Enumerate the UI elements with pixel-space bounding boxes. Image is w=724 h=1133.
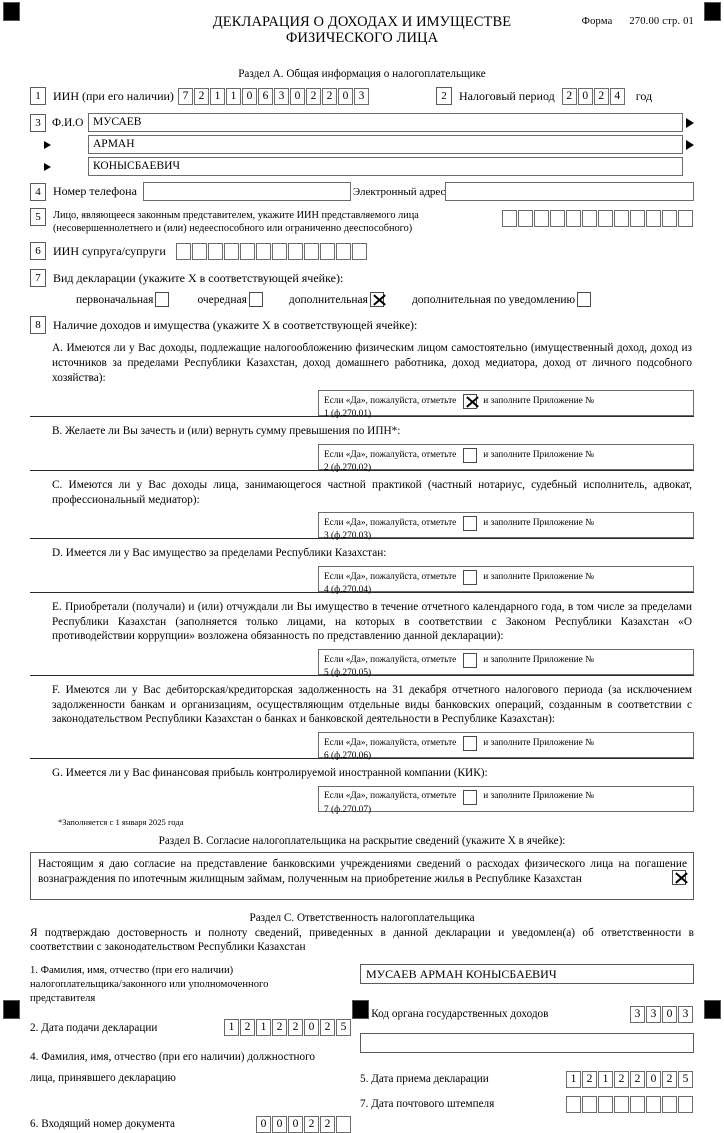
checkbox-question-g[interactable] bbox=[463, 790, 477, 805]
spouse-iin-input[interactable] bbox=[176, 243, 368, 260]
submission-date-input[interactable] bbox=[224, 1019, 352, 1036]
question-f-text: F. Имеются ли у Вас дебиторская/кредиторская задолженность на 31 декабря отчетного налогового периода (за исключением задолженности банкам и организациям, осуществляющим отдельные виды банковских операций, созданным в соответствии с законодательством Республики Казахстан о банках и банковской деятельности в Республике Казахстан): bbox=[52, 684, 692, 726]
consent-block[interactable] bbox=[30, 852, 694, 900]
incoming-number-label: 6. Входящий номер документа bbox=[30, 1117, 175, 1130]
acceptance-date-digit[interactable]: 2 bbox=[662, 1071, 677, 1088]
official-name-label-line2: лица, принявшего декларацию bbox=[30, 1071, 176, 1084]
phone-label: Номер телефона bbox=[53, 184, 137, 198]
question-e-answer bbox=[30, 649, 694, 679]
answer-line-e bbox=[324, 653, 689, 668]
representative-iin-digit[interactable] bbox=[502, 210, 517, 227]
answer-box-g[interactable] bbox=[318, 786, 694, 815]
declaration-type-option-additional-notice[interactable] bbox=[412, 292, 593, 307]
row-declaration-type bbox=[30, 269, 694, 307]
acceptance-date-digit[interactable]: 0 bbox=[646, 1071, 661, 1088]
iin-digit[interactable]: 3 bbox=[274, 88, 289, 105]
email-label: Электронный адрес bbox=[352, 185, 446, 198]
answer-box-d[interactable] bbox=[318, 566, 694, 596]
surname-input[interactable]: МУСАЕВ bbox=[88, 113, 683, 132]
question-g-answer bbox=[30, 786, 694, 815]
registration-mark-top-right bbox=[704, 2, 721, 21]
submission-date-digit[interactable]: 2 bbox=[240, 1019, 255, 1036]
iin-digit[interactable]: 6 bbox=[258, 88, 273, 105]
answer-prefix: Если «Да», пожалуйста, отметьте bbox=[324, 654, 457, 665]
arrow-right-icon bbox=[686, 118, 694, 128]
iin-digit[interactable]: 1 bbox=[226, 88, 241, 105]
section-b-heading: Раздел В. Согласие налогоплательщика на раскрытие сведений (укажите Х в ячейке): bbox=[158, 834, 566, 847]
checkbox-question-a[interactable] bbox=[463, 394, 477, 409]
spouse-iin-digit[interactable] bbox=[304, 243, 319, 260]
page-title-line2: ФИЗИЧЕСКОГО ЛИЦА bbox=[285, 30, 439, 47]
arrow-right-icon bbox=[44, 141, 51, 149]
tax-authority-code-label: 3. Код органа государственных доходов bbox=[360, 1008, 549, 1021]
declaration-type-option-regular[interactable] bbox=[197, 292, 264, 307]
fio-label: Ф.И.О bbox=[52, 116, 84, 129]
option-label: первоначальная bbox=[76, 293, 154, 306]
declaration-type-option-additional[interactable] bbox=[289, 292, 386, 307]
form-code bbox=[582, 16, 694, 27]
fio-row-patronymic bbox=[30, 157, 694, 176]
acceptance-date-digit[interactable]: 2 bbox=[614, 1071, 629, 1088]
checkbox-consent[interactable] bbox=[672, 870, 686, 885]
representative-iin-digit[interactable] bbox=[534, 210, 549, 227]
tax-period-digit[interactable]: 2 bbox=[562, 88, 577, 105]
section-a-footnote: *Заполняется с 1 января 2025 года bbox=[58, 816, 184, 827]
checkbox-additional[interactable] bbox=[370, 292, 384, 307]
row-submission-date bbox=[30, 1019, 352, 1036]
spouse-iin-digit[interactable] bbox=[288, 243, 303, 260]
checkbox-question-e[interactable] bbox=[463, 653, 477, 668]
spouse-iin-digit[interactable] bbox=[176, 243, 191, 260]
acceptance-date-input[interactable] bbox=[566, 1071, 694, 1088]
representative-iin-digit[interactable] bbox=[662, 210, 677, 227]
question-a-answer bbox=[30, 390, 694, 420]
section-c-statement: Я подтверждаю достоверность и полноту сведений, приведенных в данной декларации и уведомлен(а) об ответственности в соответствии с законодательством Республики Казахстан bbox=[30, 926, 694, 954]
submission-date-digit[interactable]: 2 bbox=[288, 1019, 303, 1036]
arrow-right-icon bbox=[686, 140, 694, 150]
answer-prefix: Если «Да», пожалуйста, отметьте bbox=[324, 737, 457, 748]
row-phone-email bbox=[30, 182, 694, 201]
row-iin-and-period bbox=[30, 85, 694, 107]
option-label: дополнительная bbox=[288, 293, 368, 306]
incoming-number-digit[interactable]: 0 bbox=[288, 1116, 303, 1133]
question-c-answer bbox=[30, 512, 694, 542]
representative-iin-digit[interactable] bbox=[598, 210, 613, 227]
form-code-value: 270.00 стр. 01 bbox=[629, 16, 694, 27]
representative-iin-digit[interactable] bbox=[550, 210, 565, 227]
incoming-number-digit[interactable]: 2 bbox=[320, 1116, 335, 1133]
tax-authority-code-digit[interactable]: 3 bbox=[646, 1006, 661, 1023]
section-c-right-column bbox=[360, 964, 694, 1132]
item-number-7: 7 bbox=[30, 269, 46, 287]
taxpayer-name-label bbox=[30, 964, 352, 1005]
submission-date-digit[interactable]: 2 bbox=[272, 1019, 287, 1036]
declaration-type-header bbox=[30, 269, 694, 287]
acceptance-date-digit[interactable]: 1 bbox=[598, 1071, 613, 1088]
postal-stamp-date-label: 7. Дата почтового штемпеля bbox=[360, 1098, 495, 1111]
answer-suffix: и заполните Приложение № bbox=[483, 791, 594, 802]
answer-line-f bbox=[324, 736, 689, 751]
appendix-c: 3 (ф.270.03) bbox=[324, 531, 372, 542]
consent-text: Настоящим я даю согласие на представление банковскими учреждениями сведений о расходах физического лица на погашение вознаграждения по ипотечным жилищным займам, полученным на приобретение жилья в Республике Казахстан bbox=[38, 857, 687, 885]
appendix-f: 6 (ф.270.06) bbox=[324, 751, 372, 762]
representative-iin-digit[interactable] bbox=[630, 210, 645, 227]
question-d bbox=[30, 546, 694, 596]
item-number-2: 2 bbox=[436, 87, 452, 105]
checkbox-question-c[interactable] bbox=[463, 516, 477, 531]
incoming-number-digit[interactable] bbox=[336, 1116, 351, 1133]
question-e-text: E. Приобретали (получали) и (или) отчуждали ли Вы имущество в течение отчетного календарного года, в том числе за пределами Республики Казахстан (заполняется только лицами, на которых в соответствии с Законом Республики Казахстан «О противодействии коррупции» возложена обязанность по представлению данной декларации): bbox=[52, 601, 692, 643]
income-property-label: Наличие доходов и имущества (укажите Х в соответствующей ячейке): bbox=[53, 317, 418, 332]
answer-suffix: и заполните Приложение № bbox=[483, 517, 594, 528]
iin-digit[interactable]: 3 bbox=[354, 88, 369, 105]
official-name-label bbox=[30, 1050, 352, 1085]
postal-stamp-date-digit[interactable] bbox=[614, 1096, 629, 1113]
question-b-answer bbox=[30, 444, 694, 474]
checkbox-additional-notice[interactable] bbox=[577, 292, 591, 307]
section-c-heading: Раздел С. Ответственность налогоплательщика bbox=[249, 911, 475, 924]
tax-period-suffix: год bbox=[635, 88, 653, 103]
representative-label-line1: Лицо, являющееся законным представителем, укажите ИИН представляемого лица bbox=[53, 210, 419, 221]
question-b bbox=[30, 424, 694, 474]
postal-stamp-date-digit[interactable] bbox=[662, 1096, 677, 1113]
iin-label: ИИН (при его наличии) bbox=[53, 88, 174, 103]
arrow-right-icon bbox=[44, 163, 51, 171]
question-a-text: A. Имеются ли у Вас доходы, подлежащие налогообложению физическим лицом самостоятельно (имущественный доход, доход из источников за пределами Республики Казахстан, доход домашнего работника, доход медиатора, доход от личного подсобного хозяйства): bbox=[52, 342, 692, 384]
taxpayer-name-input[interactable]: МУСАЕВ АРМАН КОНЫСБАЕВИЧ bbox=[360, 964, 694, 984]
tax-authority-code-digit[interactable]: 0 bbox=[662, 1006, 677, 1023]
incoming-number-digit[interactable]: 0 bbox=[256, 1116, 271, 1133]
option-label: дополнительная по уведомлению bbox=[411, 293, 576, 306]
acceptance-date-digit[interactable]: 5 bbox=[678, 1071, 693, 1088]
answer-prefix: Если «Да», пожалуйста, отметьте bbox=[324, 449, 457, 460]
fio-row-surname bbox=[30, 113, 694, 132]
submission-date-digit[interactable]: 1 bbox=[224, 1019, 239, 1036]
spouse-iin-digit[interactable] bbox=[320, 243, 335, 260]
fio-lead bbox=[30, 114, 88, 132]
spouse-iin-digit[interactable] bbox=[192, 243, 207, 260]
submission-date-digit[interactable]: 1 bbox=[256, 1019, 271, 1036]
iin-digit[interactable]: 2 bbox=[194, 88, 209, 105]
appendix-e: 5 (ф.270.05) bbox=[324, 668, 372, 679]
official-name-label-line1: 4. Фамилия, имя, отчество (при его наличии) должностного bbox=[30, 1051, 315, 1064]
iin-input[interactable] bbox=[178, 88, 370, 105]
answer-box-c[interactable] bbox=[318, 512, 694, 542]
answer-line-c bbox=[324, 516, 689, 531]
declaration-type-options bbox=[30, 292, 694, 307]
tax-period-label: Налоговый период bbox=[458, 88, 555, 103]
form-header bbox=[30, 12, 694, 58]
appendix-g: 7 (ф.270.07) bbox=[324, 804, 372, 815]
acceptance-date-digit[interactable]: 2 bbox=[630, 1071, 645, 1088]
appendix-a: 1 (ф.270.01) bbox=[324, 409, 372, 420]
section-c-grid bbox=[30, 964, 694, 1132]
spouse-iin-digit[interactable] bbox=[240, 243, 255, 260]
checkbox-question-d[interactable] bbox=[463, 570, 477, 585]
checkbox-question-b[interactable] bbox=[463, 448, 477, 463]
row-acceptance-date bbox=[360, 1071, 694, 1088]
question-d-text: D. Имеется ли у Вас имущество за пределами Республики Казахстан: bbox=[52, 547, 387, 560]
question-g-text: G. Имеется ли у Вас финансовая прибыль контролируемой иностранной компании (КИК): bbox=[52, 767, 488, 780]
iin-digit[interactable]: 0 bbox=[290, 88, 305, 105]
representative-iin-digit[interactable] bbox=[518, 210, 533, 227]
item-number-8: 8 bbox=[30, 316, 46, 334]
answer-box-b[interactable] bbox=[318, 444, 694, 474]
spouse-iin-digit[interactable] bbox=[352, 243, 367, 260]
representative-label bbox=[53, 208, 502, 235]
fio-lead-spacer bbox=[30, 163, 88, 171]
representative-iin-digit[interactable] bbox=[646, 210, 661, 227]
tax-authority-code-input[interactable] bbox=[630, 1006, 694, 1023]
spouse-iin-digit[interactable] bbox=[336, 243, 351, 260]
answer-suffix: и заполните Приложение № bbox=[483, 449, 594, 460]
answer-suffix: и заполните Приложение № bbox=[483, 654, 594, 665]
form-code-label: Форма bbox=[581, 16, 613, 27]
question-b-text: B. Желаете ли Вы зачесть и (или) вернуть сумму превышения по ИПН*: bbox=[52, 425, 401, 438]
question-g bbox=[30, 766, 694, 815]
tax-authority-code-digit[interactable]: 3 bbox=[630, 1006, 645, 1023]
representative-iin-digit[interactable] bbox=[566, 210, 581, 227]
patronymic-input[interactable]: КОНЫСБАЕВИЧ bbox=[88, 157, 683, 176]
email-input[interactable] bbox=[445, 182, 694, 201]
incoming-number-digit[interactable]: 2 bbox=[304, 1116, 319, 1133]
question-c-text: C. Имеются ли у Вас доходы лица, занимающегося частной практикой (частный нотариус, судебный исполнитель, адвокат, профессиональный медиатор): bbox=[52, 479, 692, 506]
spouse-iin-digit[interactable] bbox=[208, 243, 223, 260]
official-name-input[interactable] bbox=[360, 1033, 694, 1053]
answer-prefix: Если «Да», пожалуйста, отметьте bbox=[324, 791, 457, 802]
postal-stamp-date-input[interactable] bbox=[566, 1096, 694, 1113]
item-number-5: 5 bbox=[30, 208, 46, 226]
declaration-type-option-initial[interactable] bbox=[76, 292, 171, 307]
section-c-left-column bbox=[30, 964, 360, 1132]
iin-digit[interactable]: 2 bbox=[322, 88, 337, 105]
row-postal-stamp-date bbox=[360, 1096, 694, 1113]
question-f bbox=[30, 683, 694, 762]
postal-stamp-date-digit[interactable] bbox=[566, 1096, 581, 1113]
question-d-answer bbox=[30, 566, 694, 596]
representative-iin-digit[interactable] bbox=[614, 210, 629, 227]
answer-line-g bbox=[324, 790, 689, 805]
spouse-iin-digit[interactable] bbox=[256, 243, 271, 260]
checkbox-question-f[interactable] bbox=[463, 736, 477, 751]
postal-stamp-date-digit[interactable] bbox=[630, 1096, 645, 1113]
registration-mark-top-left bbox=[3, 2, 20, 21]
taxpayer-name-label-line2: налогоплательщика/законного или уполномоченного bbox=[30, 978, 269, 990]
item-number-3: 3 bbox=[30, 114, 46, 132]
representative-iin-digit[interactable] bbox=[678, 210, 693, 227]
acceptance-date-digit[interactable]: 2 bbox=[582, 1071, 597, 1088]
submission-date-digit[interactable]: 2 bbox=[320, 1019, 335, 1036]
appendix-d: 4 (ф.270.04) bbox=[324, 585, 372, 596]
spouse-iin-digit[interactable] bbox=[272, 243, 287, 260]
item-number-6: 6 bbox=[30, 242, 46, 260]
representative-label-line2: (несовершеннолетнего и (или) недееспособного или ограниченно дееспособного) bbox=[53, 223, 413, 235]
tax-period-digit[interactable]: 0 bbox=[578, 88, 593, 105]
question-e bbox=[30, 600, 694, 679]
answer-suffix: и заполните Приложение № bbox=[483, 395, 594, 406]
answer-prefix: Если «Да», пожалуйста, отметьте bbox=[324, 571, 457, 582]
row-tax-authority-code bbox=[360, 1006, 694, 1023]
answer-suffix: и заполните Приложение № bbox=[483, 737, 594, 748]
postal-stamp-date-digit[interactable] bbox=[582, 1096, 597, 1113]
representative-iin-digit[interactable] bbox=[582, 210, 597, 227]
fio-row-firstname bbox=[30, 135, 694, 154]
iin-digit[interactable]: 2 bbox=[306, 88, 321, 105]
answer-line-b bbox=[324, 448, 689, 463]
firstname-input[interactable]: АРМАН bbox=[88, 135, 683, 154]
iin-digit[interactable]: 0 bbox=[242, 88, 257, 105]
postal-stamp-date-digit[interactable] bbox=[598, 1096, 613, 1113]
income-property-header bbox=[30, 316, 694, 334]
taxpayer-name-label-line3: представителя bbox=[30, 992, 96, 1004]
answer-prefix: Если «Да», пожалуйста, отметьте bbox=[324, 395, 457, 406]
answer-prefix: Если «Да», пожалуйста, отметьте bbox=[324, 517, 457, 528]
form-sheet bbox=[30, 12, 694, 1133]
question-f-answer bbox=[30, 732, 694, 762]
tax-period-digit[interactable]: 2 bbox=[594, 88, 609, 105]
submission-date-digit[interactable]: 0 bbox=[304, 1019, 319, 1036]
iin-digit[interactable]: 0 bbox=[338, 88, 353, 105]
row-spouse-iin bbox=[30, 242, 694, 260]
row-representative-iin bbox=[30, 208, 694, 235]
checkbox-initial[interactable] bbox=[155, 292, 169, 307]
iin-digit[interactable]: 1 bbox=[210, 88, 225, 105]
answer-box-f[interactable] bbox=[318, 732, 694, 762]
acceptance-date-digit[interactable]: 1 bbox=[566, 1071, 581, 1088]
tax-period-digit[interactable]: 4 bbox=[610, 88, 625, 105]
incoming-number-input[interactable] bbox=[256, 1116, 352, 1133]
answer-suffix: и заполните Приложение № bbox=[483, 571, 594, 582]
appendix-b: 2 (ф.270.02) bbox=[324, 463, 372, 474]
spouse-iin-digit[interactable] bbox=[224, 243, 239, 260]
option-label: очередная bbox=[197, 293, 247, 306]
phone-input[interactable] bbox=[143, 182, 351, 201]
answer-box-e[interactable] bbox=[318, 649, 694, 679]
answer-line-d bbox=[324, 570, 689, 585]
spouse-iin-label: ИИН супруга/супруги bbox=[53, 243, 166, 258]
submission-date-digit[interactable]: 5 bbox=[336, 1019, 351, 1036]
taxpayer-name-label-line1: 1. Фамилия, имя, отчество (при его наличии) bbox=[30, 965, 234, 977]
acceptance-date-label: 5. Дата приема декларации bbox=[360, 1073, 489, 1086]
section-a-heading: Раздел А. Общая информация о налогоплательщике bbox=[238, 68, 486, 80]
submission-date-label: 2. Дата подачи декларации bbox=[30, 1021, 158, 1034]
page-title-line1: ДЕКЛАРАЦИЯ О ДОХОДАХ И ИМУЩЕСТВЕ bbox=[212, 14, 512, 30]
postal-stamp-date-digit[interactable] bbox=[646, 1096, 661, 1113]
tax-period-input[interactable] bbox=[562, 88, 626, 105]
tax-authority-code-digit[interactable]: 3 bbox=[678, 1006, 693, 1023]
fio-block bbox=[30, 113, 694, 176]
registration-mark-bottom-left bbox=[3, 1000, 20, 1019]
declaration-type-label: Вид декларации (укажите Х в соответствующей ячейке): bbox=[53, 270, 344, 285]
representative-iin-input[interactable] bbox=[502, 208, 694, 227]
postal-stamp-date-digit[interactable] bbox=[678, 1096, 693, 1113]
registration-mark-bottom-right bbox=[704, 1000, 721, 1019]
answer-box-a[interactable] bbox=[318, 390, 694, 420]
question-a bbox=[30, 341, 694, 420]
fio-lead-spacer bbox=[30, 141, 88, 149]
incoming-number-digit[interactable]: 0 bbox=[272, 1116, 287, 1133]
question-c bbox=[30, 478, 694, 542]
answer-line-a bbox=[324, 394, 689, 409]
item-number-4: 4 bbox=[30, 183, 46, 201]
checkbox-regular[interactable] bbox=[249, 292, 263, 307]
iin-digit[interactable]: 7 bbox=[178, 88, 193, 105]
row-incoming-number bbox=[30, 1116, 352, 1133]
item-number-1: 1 bbox=[30, 87, 46, 105]
row-income-property bbox=[30, 316, 694, 826]
